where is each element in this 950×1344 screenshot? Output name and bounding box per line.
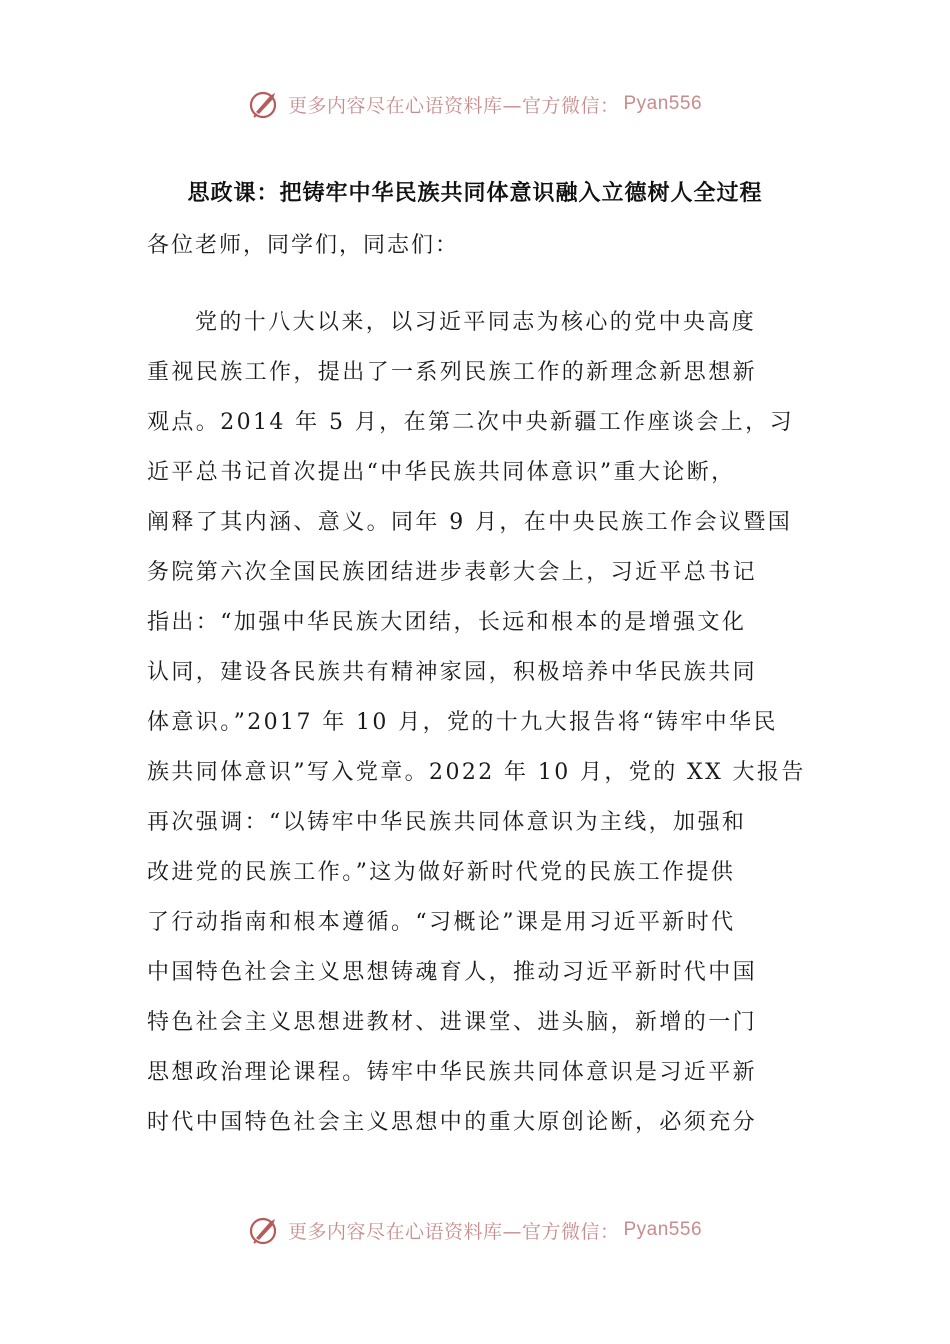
body-line: 特色社会主义思想进教材、进课堂、进头脑，新增的一门 — [147, 1010, 758, 1035]
body-line: 改进党的民族工作。”这为做好新时代党的民族工作提供 — [147, 860, 736, 885]
body-line: 再次强调：“以铸牢中华民族共同体意识为主线，加强和 — [147, 810, 747, 835]
footer-watermark — [0, 1210, 950, 1250]
watermark-text: 更多内容尽在心语资料库—官方微信： — [287, 1220, 620, 1243]
body-line: 观点。2014 年 5 月，在第二次中央新疆工作座谈会上，习 — [147, 410, 794, 435]
body-line: 近平总书记首次提出“中华民族共同体意识”重大论断， — [147, 460, 736, 485]
body-line: 时代中国特色社会主义思想中的重大原创论断，必须充分 — [147, 1110, 758, 1135]
body-line: 指出：“加强中华民族大团结，长远和根本的是增强文化 — [147, 610, 747, 635]
header-watermark — [0, 84, 950, 124]
body-line: 思想政治理论课程。铸牢中华民族共同体意识是习近平新 — [147, 1060, 758, 1085]
body-paragraph — [147, 298, 827, 1148]
body-line: 族共同体意识”写入党章。2022 年 10 月，党的 XX 大报告 — [147, 760, 806, 785]
pen-nib-logo-icon — [248, 87, 282, 121]
body-line: 务院第六次全国民族团结进步表彰大会上，习近平总书记 — [147, 560, 758, 585]
watermark-wechat-id: Pyan556 — [623, 1219, 703, 1240]
body-line: 重视民族工作，提出了一系列民族工作的新理念新思想新 — [147, 360, 758, 385]
body-line: 党的十八大以来，以习近平同志为核心的党中央高度 — [195, 310, 757, 335]
body-line: 体意识。”2017 年 10 月，党的十九大报告将“铸牢中华民 — [147, 710, 778, 735]
watermark-wechat-id: Pyan556 — [623, 93, 703, 114]
document-title: 思政课：把铸牢中华民族共同体意识融入立德树人全过程 — [187, 181, 763, 206]
pen-nib-logo-icon — [248, 1213, 282, 1247]
body-line: 认同，建设各民族共有精神家园，积极培养中华民族共同 — [147, 660, 758, 685]
body-line: 中国特色社会主义思想铸魂育人，推动习近平新时代中国 — [147, 960, 758, 985]
watermark-text: 更多内容尽在心语资料库—官方微信： — [287, 94, 620, 117]
body-line: 阐释了其内涵、意义。同年 9 月，在中央民族工作会议暨国 — [147, 510, 793, 535]
body-line: 了行动指南和根本遵循。“习概论”课是用习近平新时代 — [147, 910, 736, 935]
salutation: 各位老师，同学们，同志们： — [147, 233, 460, 258]
